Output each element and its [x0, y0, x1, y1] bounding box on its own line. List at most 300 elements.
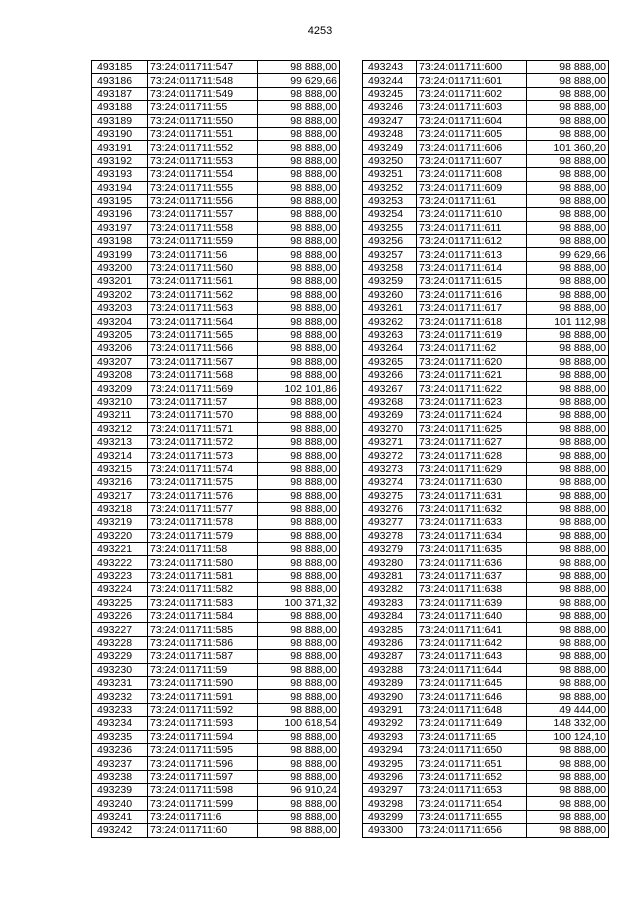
cadastral-value: 102 101,86: [258, 382, 340, 395]
cadastral-value: 98 888,00: [258, 663, 340, 676]
table-row: [92, 743, 340, 756]
row-number: 493205: [92, 328, 148, 341]
cadastral-value: 98 888,00: [527, 194, 609, 207]
cadastral-number: 73:24:011711:595: [148, 743, 258, 756]
cadastral-value: 98 888,00: [527, 583, 609, 596]
table-row: [363, 154, 609, 167]
cadastral-value: 98 888,00: [527, 476, 609, 489]
cadastral-number: 73:24:011711:648: [417, 703, 527, 716]
cadastral-number: 73:24:011711:604: [417, 114, 527, 127]
row-number: 493275: [363, 489, 417, 502]
row-number: 493211: [92, 409, 148, 422]
row-number: 493262: [363, 315, 417, 328]
cadastral-value: 98 888,00: [527, 770, 609, 783]
cadastral-number: 73:24:011711:590: [148, 676, 258, 689]
cadastral-number: 73:24:011711:6: [148, 810, 258, 823]
row-number: 493201: [92, 275, 148, 288]
row-number: 493191: [92, 141, 148, 154]
cadastral-number: 73:24:011711:616: [417, 288, 527, 301]
cadastral-number: 73:24:011711:640: [417, 610, 527, 623]
table-row: [363, 703, 609, 716]
cadastral-number: 73:24:011711:564: [148, 315, 258, 328]
table-row: [363, 288, 609, 301]
cadastral-number: 73:24:011711:572: [148, 435, 258, 448]
table-row: [363, 74, 609, 87]
cadastral-number: 73:24:011711:561: [148, 275, 258, 288]
cadastral-number: 73:24:011711:655: [417, 810, 527, 823]
cadastral-value: 96 910,24: [258, 784, 340, 797]
cadastral-number: 73:24:011711:638: [417, 583, 527, 596]
cadastral-value: 98 888,00: [258, 395, 340, 408]
cadastral-number: 73:24:011711:554: [148, 168, 258, 181]
table-row: [363, 784, 609, 797]
table-row: [363, 556, 609, 569]
cadastral-number: 73:24:011711:573: [148, 449, 258, 462]
table-row: [92, 368, 340, 381]
cadastral-value: 98 888,00: [527, 516, 609, 529]
row-number: 493252: [363, 181, 417, 194]
row-number: 493249: [363, 141, 417, 154]
row-number: 493204: [92, 315, 148, 328]
cadastral-number: 73:24:011711:597: [148, 770, 258, 783]
row-number: 493203: [92, 302, 148, 315]
table-row: [363, 623, 609, 636]
cadastral-number: 73:24:011711:602: [417, 87, 527, 100]
cadastral-number: 73:24:011711:601: [417, 74, 527, 87]
cadastral-number: 73:24:011711:610: [417, 208, 527, 221]
row-number: 493296: [363, 770, 417, 783]
table-row: [92, 261, 340, 274]
table-row: [363, 583, 609, 596]
row-number: 493206: [92, 342, 148, 355]
cadastral-value: 100 371,32: [258, 596, 340, 609]
table-row: [363, 87, 609, 100]
table-row: [363, 516, 609, 529]
cadastral-value: 98 888,00: [258, 703, 340, 716]
table-row: [363, 368, 609, 381]
cadastral-value: 98 888,00: [258, 449, 340, 462]
cadastral-value: 98 888,00: [258, 543, 340, 556]
table-row: [363, 770, 609, 783]
row-number: 493286: [363, 636, 417, 649]
row-number: 493233: [92, 703, 148, 716]
cadastral-number: 73:24:011711:641: [417, 623, 527, 636]
row-number: 493238: [92, 770, 148, 783]
row-number: 493298: [363, 797, 417, 810]
cadastral-value: 98 888,00: [258, 235, 340, 248]
cadastral-value: 98 888,00: [258, 221, 340, 234]
row-number: 493283: [363, 596, 417, 609]
table-row: [92, 610, 340, 623]
row-number: 493253: [363, 194, 417, 207]
table-row: [363, 596, 609, 609]
row-number: 493207: [92, 355, 148, 368]
cadastral-number: 73:24:011711:614: [417, 261, 527, 274]
cadastral-value: 98 888,00: [258, 556, 340, 569]
cadastral-number: 73:24:011711:565: [148, 328, 258, 341]
table-row: [92, 569, 340, 582]
table-row: [363, 248, 609, 261]
cadastral-number: 73:24:011711:567: [148, 355, 258, 368]
table-row: [92, 543, 340, 556]
table-row: [363, 502, 609, 515]
cadastral-value: 98 888,00: [258, 743, 340, 756]
row-number: 493269: [363, 409, 417, 422]
cadastral-value: 98 888,00: [527, 181, 609, 194]
cadastral-number: 73:24:011711:576: [148, 489, 258, 502]
cadastral-value: 100 618,54: [258, 717, 340, 730]
table-row: [92, 194, 340, 207]
cadastral-value: 98 888,00: [258, 194, 340, 207]
cadastral-value: 98 888,00: [258, 489, 340, 502]
table-row: [92, 502, 340, 515]
cadastral-number: 73:24:011711:581: [148, 569, 258, 582]
cadastral-value: 98 888,00: [258, 676, 340, 689]
row-number: 493246: [363, 101, 417, 114]
row-number: 493272: [363, 449, 417, 462]
row-number: 493292: [363, 717, 417, 730]
cadastral-value: 148 332,00: [527, 717, 609, 730]
table-row: [92, 114, 340, 127]
cadastral-number: 73:24:011711:555: [148, 181, 258, 194]
table-row: [92, 476, 340, 489]
row-number: 493273: [363, 462, 417, 475]
table-row: [363, 101, 609, 114]
cadastral-value: 98 888,00: [527, 154, 609, 167]
table-row: [363, 824, 609, 837]
cadastral-number: 73:24:011711:579: [148, 529, 258, 542]
cadastral-value: 98 888,00: [527, 797, 609, 810]
table-row: [363, 235, 609, 248]
cadastral-number: 73:24:011711:566: [148, 342, 258, 355]
cadastral-value: 98 888,00: [258, 181, 340, 194]
cadastral-number: 73:24:011711:591: [148, 690, 258, 703]
cadastral-number: 73:24:011711:629: [417, 462, 527, 475]
row-number: 493295: [363, 757, 417, 770]
cadastral-number: 73:24:011711:621: [417, 368, 527, 381]
cadastral-number: 73:24:011711:559: [148, 235, 258, 248]
table-row: [363, 730, 609, 743]
table-row: [363, 422, 609, 435]
table-row: [363, 261, 609, 274]
page-number: 4253: [307, 25, 333, 37]
table-row: [92, 235, 340, 248]
cadastral-value: 98 888,00: [258, 168, 340, 181]
table-row: [363, 328, 609, 341]
cadastral-number: 73:24:011711:582: [148, 583, 258, 596]
row-number: 493221: [92, 543, 148, 556]
table-row: [363, 315, 609, 328]
cadastral-value: 98 888,00: [258, 61, 340, 74]
table-row: [363, 181, 609, 194]
right-registry-table: [362, 60, 609, 838]
cadastral-number: 73:24:011711:596: [148, 757, 258, 770]
table-row: [92, 409, 340, 422]
table-row: [92, 529, 340, 542]
row-number: 493229: [92, 650, 148, 663]
cadastral-number: 73:24:011711:637: [417, 569, 527, 582]
table-row: [363, 168, 609, 181]
cadastral-value: 99 629,66: [258, 74, 340, 87]
row-number: 493219: [92, 516, 148, 529]
cadastral-value: 98 888,00: [258, 650, 340, 663]
row-number: 493227: [92, 623, 148, 636]
cadastral-number: 73:24:011711:634: [417, 529, 527, 542]
cadastral-value: 98 888,00: [527, 690, 609, 703]
row-number: 493284: [363, 610, 417, 623]
cadastral-value: 98 888,00: [258, 141, 340, 154]
cadastral-number: 73:24:011711:599: [148, 797, 258, 810]
table-row: [363, 275, 609, 288]
cadastral-number: 73:24:011711:603: [417, 101, 527, 114]
row-number: 493263: [363, 328, 417, 341]
left-registry-table: [91, 60, 340, 838]
table-row: [92, 516, 340, 529]
table-row: [92, 650, 340, 663]
row-number: 493215: [92, 462, 148, 475]
row-number: 493288: [363, 663, 417, 676]
cadastral-number: 73:24:011711:549: [148, 87, 258, 100]
cadastral-value: 98 888,00: [527, 208, 609, 221]
cadastral-value: 98 888,00: [258, 770, 340, 783]
row-number: 493213: [92, 435, 148, 448]
row-number: 493239: [92, 784, 148, 797]
row-number: 493214: [92, 449, 148, 462]
table-row: [92, 141, 340, 154]
row-number: 493200: [92, 261, 148, 274]
row-number: 493251: [363, 168, 417, 181]
row-number: 493222: [92, 556, 148, 569]
table-row: [92, 355, 340, 368]
row-number: 493245: [363, 87, 417, 100]
cadastral-number: 73:24:011711:618: [417, 315, 527, 328]
cadastral-number: 73:24:011711:651: [417, 757, 527, 770]
table-row: [92, 382, 340, 395]
cadastral-value: 98 888,00: [527, 757, 609, 770]
row-number: 493268: [363, 395, 417, 408]
table-row: [363, 757, 609, 770]
cadastral-value: 98 888,00: [258, 623, 340, 636]
row-number: 493226: [92, 610, 148, 623]
table-row: [92, 784, 340, 797]
cadastral-value: 101 112,98: [527, 315, 609, 328]
cadastral-number: 73:24:011711:650: [417, 743, 527, 756]
cadastral-number: 73:24:011711:575: [148, 476, 258, 489]
cadastral-value: 98 888,00: [527, 61, 609, 74]
cadastral-value: 98 888,00: [527, 489, 609, 502]
cadastral-value: 98 888,00: [527, 676, 609, 689]
row-number: 493247: [363, 114, 417, 127]
table-row: [363, 717, 609, 730]
table-row: [92, 489, 340, 502]
cadastral-number: 73:24:011711:584: [148, 610, 258, 623]
cadastral-number: 73:24:011711:643: [417, 650, 527, 663]
table-row: [92, 824, 340, 837]
cadastral-value: 98 888,00: [258, 355, 340, 368]
cadastral-value: 98 888,00: [258, 87, 340, 100]
table-row: [363, 208, 609, 221]
cadastral-value: 98 888,00: [527, 650, 609, 663]
cadastral-number: 73:24:011711:570: [148, 409, 258, 422]
table-row: [92, 221, 340, 234]
row-number: 493254: [363, 208, 417, 221]
cadastral-number: 73:24:011711:592: [148, 703, 258, 716]
cadastral-value: 98 888,00: [258, 315, 340, 328]
cadastral-number: 73:24:011711:636: [417, 556, 527, 569]
cadastral-number: 73:24:011711:55: [148, 101, 258, 114]
cadastral-number: 73:24:011711:609: [417, 181, 527, 194]
row-number: 493257: [363, 248, 417, 261]
cadastral-number: 73:24:011711:645: [417, 676, 527, 689]
cadastral-number: 73:24:011711:56: [148, 248, 258, 261]
table-row: [363, 650, 609, 663]
row-number: 493199: [92, 248, 148, 261]
cadastral-value: 98 888,00: [258, 610, 340, 623]
row-number: 493237: [92, 757, 148, 770]
cadastral-number: 73:24:011711:61: [417, 194, 527, 207]
cadastral-value: 98 888,00: [258, 368, 340, 381]
table-row: [363, 449, 609, 462]
cadastral-value: 98 888,00: [258, 288, 340, 301]
row-number: 493243: [363, 61, 417, 74]
row-number: 493274: [363, 476, 417, 489]
row-number: 493192: [92, 154, 148, 167]
cadastral-value: 98 888,00: [527, 529, 609, 542]
table-row: [363, 462, 609, 475]
cadastral-value: 98 888,00: [258, 248, 340, 261]
cadastral-value: 98 888,00: [527, 449, 609, 462]
row-number: 493278: [363, 529, 417, 542]
table-row: [92, 435, 340, 448]
cadastral-value: 98 888,00: [258, 810, 340, 823]
cadastral-value: 98 888,00: [258, 462, 340, 475]
cadastral-value: 98 888,00: [527, 409, 609, 422]
cadastral-value: 98 888,00: [258, 275, 340, 288]
cadastral-number: 73:24:011711:627: [417, 435, 527, 448]
cadastral-value: 98 888,00: [527, 435, 609, 448]
row-number: 493187: [92, 87, 148, 100]
table-row: [92, 596, 340, 609]
cadastral-value: 98 888,00: [527, 261, 609, 274]
cadastral-value: 98 888,00: [527, 168, 609, 181]
row-number: 493186: [92, 74, 148, 87]
cadastral-number: 73:24:011711:57: [148, 395, 258, 408]
cadastral-number: 73:24:011711:624: [417, 409, 527, 422]
row-number: 493277: [363, 516, 417, 529]
table-row: [92, 663, 340, 676]
cadastral-number: 73:24:011711:598: [148, 784, 258, 797]
row-number: 493194: [92, 181, 148, 194]
cadastral-number: 73:24:011711:630: [417, 476, 527, 489]
cadastral-value: 98 888,00: [258, 328, 340, 341]
table-row: [363, 302, 609, 315]
row-number: 493282: [363, 583, 417, 596]
table-row: [92, 328, 340, 341]
table-row: [363, 690, 609, 703]
cadastral-number: 73:24:011711:562: [148, 288, 258, 301]
cadastral-number: 73:24:011711:594: [148, 730, 258, 743]
cadastral-number: 73:24:011711:631: [417, 489, 527, 502]
cadastral-number: 73:24:011711:654: [417, 797, 527, 810]
cadastral-number: 73:24:011711:632: [417, 502, 527, 515]
cadastral-value: 98 888,00: [527, 422, 609, 435]
cadastral-number: 73:24:011711:60: [148, 824, 258, 837]
cadastral-number: 73:24:011711:59: [148, 663, 258, 676]
cadastral-number: 73:24:011711:553: [148, 154, 258, 167]
row-number: 493291: [363, 703, 417, 716]
cadastral-number: 73:24:011711:613: [417, 248, 527, 261]
row-number: 493290: [363, 690, 417, 703]
row-number: 493232: [92, 690, 148, 703]
table-row: [363, 529, 609, 542]
table-row: [92, 87, 340, 100]
table-row: [363, 194, 609, 207]
cadastral-value: 98 888,00: [258, 797, 340, 810]
cadastral-value: 98 888,00: [258, 516, 340, 529]
row-number: 493281: [363, 569, 417, 582]
cadastral-value: 98 888,00: [258, 261, 340, 274]
row-number: 493242: [92, 824, 148, 837]
cadastral-number: 73:24:011711:644: [417, 663, 527, 676]
table-row: [92, 181, 340, 194]
cadastral-number: 73:24:011711:628: [417, 449, 527, 462]
row-number: 493285: [363, 623, 417, 636]
cadastral-number: 73:24:011711:623: [417, 395, 527, 408]
cadastral-value: 98 888,00: [258, 569, 340, 582]
table-row: [92, 248, 340, 261]
table-row: [363, 395, 609, 408]
row-number: 493198: [92, 235, 148, 248]
table-row: [363, 342, 609, 355]
right-table-body: [363, 61, 609, 838]
row-number: 493216: [92, 476, 148, 489]
cadastral-value: 49 444,00: [527, 703, 609, 716]
cadastral-number: 73:24:011711:606: [417, 141, 527, 154]
cadastral-value: 98 888,00: [527, 221, 609, 234]
row-number: 493259: [363, 275, 417, 288]
cadastral-value: 98 888,00: [258, 114, 340, 127]
cadastral-value: 98 888,00: [258, 824, 340, 837]
cadastral-number: 73:24:011711:568: [148, 368, 258, 381]
cadastral-value: 98 888,00: [527, 824, 609, 837]
cadastral-value: 98 888,00: [258, 409, 340, 422]
cadastral-value: 98 888,00: [258, 502, 340, 515]
cadastral-value: 98 888,00: [258, 757, 340, 770]
cadastral-value: 98 888,00: [527, 462, 609, 475]
cadastral-value: 98 888,00: [258, 690, 340, 703]
cadastral-number: 73:24:011711:617: [417, 302, 527, 315]
cadastral-number: 73:24:011711:656: [417, 824, 527, 837]
row-number: 493250: [363, 154, 417, 167]
row-number: 493230: [92, 663, 148, 676]
cadastral-number: 73:24:011711:605: [417, 127, 527, 140]
cadastral-number: 73:24:011711:548: [148, 74, 258, 87]
table-row: [363, 810, 609, 823]
table-row: [92, 168, 340, 181]
cadastral-value: 98 888,00: [258, 422, 340, 435]
row-number: 493223: [92, 569, 148, 582]
cadastral-value: 98 888,00: [527, 596, 609, 609]
row-number: 493280: [363, 556, 417, 569]
table-row: [92, 757, 340, 770]
table-row: [92, 676, 340, 689]
row-number: 493241: [92, 810, 148, 823]
cadastral-value: 98 888,00: [527, 342, 609, 355]
table-row: [363, 476, 609, 489]
cadastral-value: 98 888,00: [258, 435, 340, 448]
cadastral-value: 98 888,00: [258, 154, 340, 167]
cadastral-value: 98 888,00: [258, 476, 340, 489]
